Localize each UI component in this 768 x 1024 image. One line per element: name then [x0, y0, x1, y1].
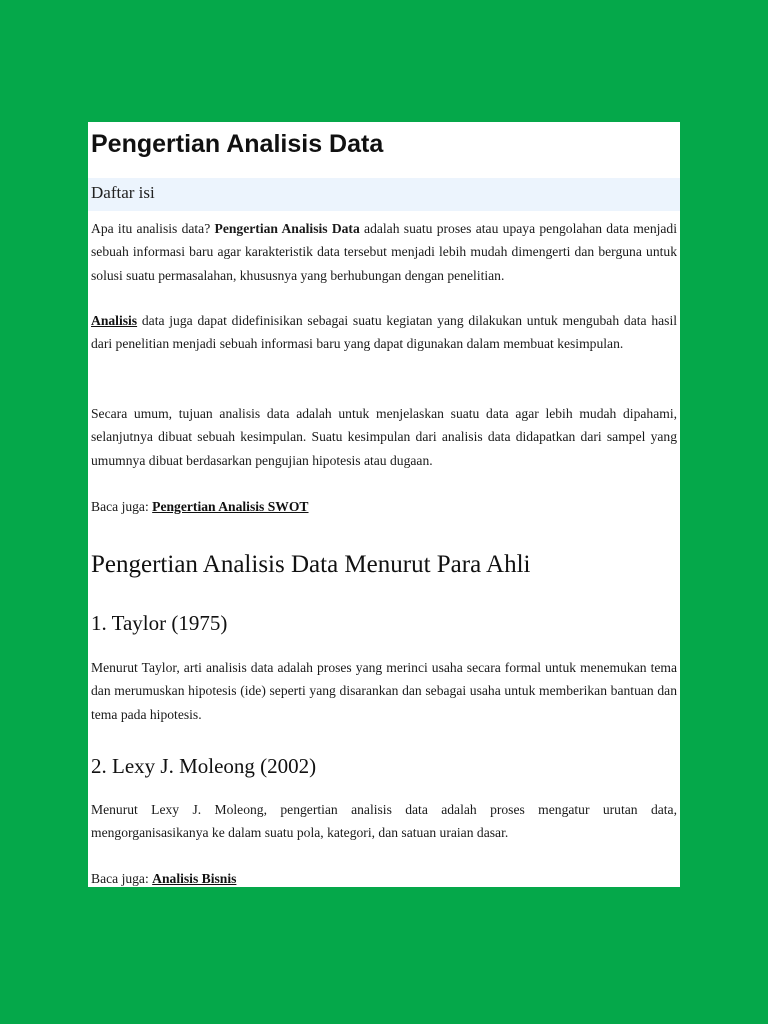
definition-paragraph	[91, 309, 677, 356]
page-title: Pengertian Analisis Data	[91, 130, 384, 158]
section-heading: Pengertian Analisis Data Menurut Para Ahli	[91, 551, 531, 578]
intro-lead: Apa itu analisis data?	[91, 221, 215, 236]
intro-paragraph	[91, 217, 677, 287]
expert-text-taylor: Menurut Taylor, arti analisis data adalah proses yang merinci usaha secara formal untuk menemukan tema dan merumuskan hipotesis (ide) seperti yang disarankan dan sebagai usaha untuk memberikan bantuan dan tema pada hipotesis.	[91, 660, 677, 722]
definition-rest: data juga dapat didefinisikan sebagai suatu kegiatan yang dilakukan untuk mengubah data hasil dari penelitian menjadi sebuah informasi baru yang dapat digunakan dalam membuat kesimpulan.	[91, 313, 677, 352]
swot-link[interactable]: Pengertian Analisis SWOT	[152, 499, 309, 514]
analisis-link[interactable]: Analisis	[91, 313, 138, 328]
expert-text-moleong: Menurut Lexy J. Moleong, pengertian analisis data adalah proses mengatur urutan data, mengorganisasikanya ke dalam suatu pola, kategori, dan satuan uraian dasar.	[91, 802, 677, 841]
read-also-prefix: Baca juga:	[91, 871, 153, 886]
intro-rest: adalah suatu proses atau upaya pengolahan data menjadi sebuah informasi baru agar karakteristik data tersebut menjadi lebih mudah dimengerti dan berguna untuk solusi suatu permasalahan, khususnya yang berhubungan dengan penelitian.	[91, 221, 677, 283]
document-page	[88, 122, 680, 887]
purpose-paragraph: Secara umum, tujuan analisis data adalah untuk menjelaskan suatu data agar lebih mudah dipahami, selanjutnya dibuat sebuah kesimpulan. Suatu kesimpulan dari analisis data didapatkan dari sampel yang umumnya dibuat berdasarkan pengujian hipotesis atau dugaan.	[91, 406, 677, 468]
expert-heading-moleong: 2. Lexy J. Moleong (2002)	[91, 754, 317, 778]
toc-label: Daftar isi	[91, 183, 155, 202]
read-also-prefix: Baca juga:	[91, 499, 153, 514]
bisnis-link[interactable]: Analisis Bisnis	[152, 871, 237, 886]
read-also-swot	[91, 495, 677, 518]
table-of-contents-toggle[interactable]	[88, 178, 680, 211]
expert-heading-taylor: 1. Taylor (1975)	[91, 611, 228, 635]
read-also-bisnis	[91, 867, 677, 887]
intro-bold-term: Pengertian Analisis Data	[214, 221, 360, 236]
